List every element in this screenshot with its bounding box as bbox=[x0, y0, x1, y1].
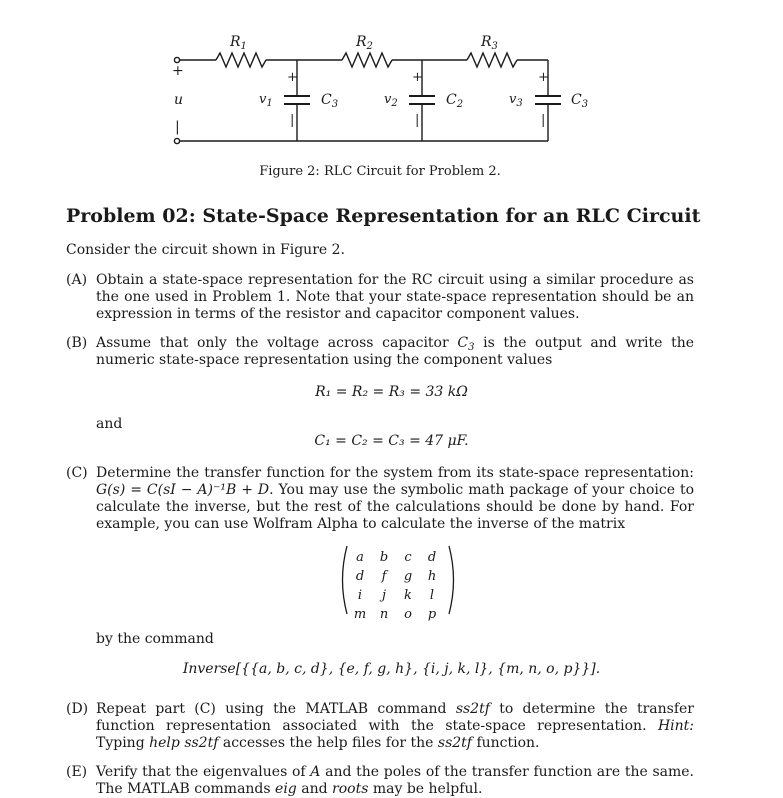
label-minus-v1: | bbox=[290, 113, 295, 128]
label-c-left: $C_3$ bbox=[321, 92, 339, 110]
part-b-tag: (B) bbox=[66, 335, 88, 351]
label-plus-v3: + bbox=[538, 70, 549, 85]
label-c-mid: $C_2$ bbox=[446, 92, 464, 110]
label-r1: $R_1$ bbox=[230, 34, 247, 52]
label-plus-v2: + bbox=[412, 70, 423, 85]
input-terminal-bottom bbox=[174, 138, 179, 143]
matrix bbox=[338, 544, 458, 622]
matrix-row: m n o p bbox=[353, 607, 437, 622]
label-c-right: $C_3$ bbox=[571, 92, 589, 110]
label-plus-v1: + bbox=[287, 70, 298, 85]
label-r3: $R_3$ bbox=[481, 34, 498, 52]
resistor-r1 bbox=[216, 53, 266, 67]
matrix-row: a b c d bbox=[356, 550, 437, 565]
label-v3: $v_3$ bbox=[509, 92, 523, 109]
matrix-rows bbox=[348, 547, 444, 623]
figure-caption: Figure 2: RLC Circuit for Problem 2. bbox=[259, 164, 501, 179]
part-c-by-command: by the command bbox=[96, 631, 214, 647]
circuit-diagram bbox=[0, 0, 783, 160]
resistor-r2 bbox=[342, 53, 392, 67]
part-d-text: Repeat part (C) using the MATLAB command ss2tf to determine the transfer function representation associated with the state-space representation. Hint: Typing help ss2tf accesses the help files for the ss2tf function. bbox=[96, 701, 694, 751]
input-terminal-top bbox=[174, 57, 179, 62]
part-b-text: Assume that only the voltage across capacitor $C_3$ is the output and write the numeric state-space representation using the component values bbox=[96, 335, 694, 368]
problem-intro: Consider the circuit shown in Figure 2. bbox=[66, 242, 345, 258]
label-plus-u: + bbox=[172, 63, 184, 79]
resistor-r3 bbox=[467, 53, 517, 67]
part-d-tag: (D) bbox=[66, 701, 89, 717]
label-minus-u: | bbox=[175, 119, 180, 135]
part-c-text: Determine the transfer function for the system from its state-space representation: G(s) = C(sI − A)⁻¹B + D. You may use the symbolic math package of your choice to calculate the inverse, but the rest of the calculations should be done by hand. For example, you can use Wolfram Alpha to calculate the inverse of the matrix bbox=[96, 465, 695, 532]
part-c-tag: (C) bbox=[66, 465, 88, 481]
label-minus-v3: | bbox=[541, 113, 546, 128]
part-a-text: Obtain a state-space representation for the RC circuit using a similar procedure as the one used in Problem 1. Note that your state-space representation should be an expression in terms of the resistor and capacitor component values. bbox=[96, 272, 694, 322]
label-u: u bbox=[174, 92, 184, 108]
circuit-figure bbox=[0, 0, 783, 190]
matrix-row: d f g h bbox=[355, 569, 437, 584]
label-v1: $v_1$ bbox=[259, 92, 273, 109]
part-b-eq-resistors: R₁ = R₂ = R₃ = 33 kΩ bbox=[315, 384, 468, 400]
label-v2: $v_2$ bbox=[384, 92, 398, 109]
part-e-tag: (E) bbox=[66, 764, 88, 780]
part-b-and: and bbox=[96, 416, 123, 432]
part-a-tag: (A) bbox=[66, 272, 88, 288]
matrix-row: i j k l bbox=[357, 588, 435, 603]
part-e-text: Verify that the eigenvalues of A and the poles of the transfer function are the same. The MATLAB commands eig and roots may be helpful. bbox=[96, 764, 694, 797]
label-minus-v2: | bbox=[415, 113, 420, 128]
problem-title: Problem 02: State-Space Representation for an RLC Circuit bbox=[66, 205, 701, 227]
part-c-command: Inverse[{{a, b, c, d}, {e, f, g, h}, {i, j, k, l}, {m, n, o, p}}]. bbox=[182, 661, 601, 677]
part-b-eq-capacitors: C₁ = C₂ = C₃ = 47 μF. bbox=[314, 433, 469, 449]
label-r2: $R_2$ bbox=[356, 34, 373, 52]
